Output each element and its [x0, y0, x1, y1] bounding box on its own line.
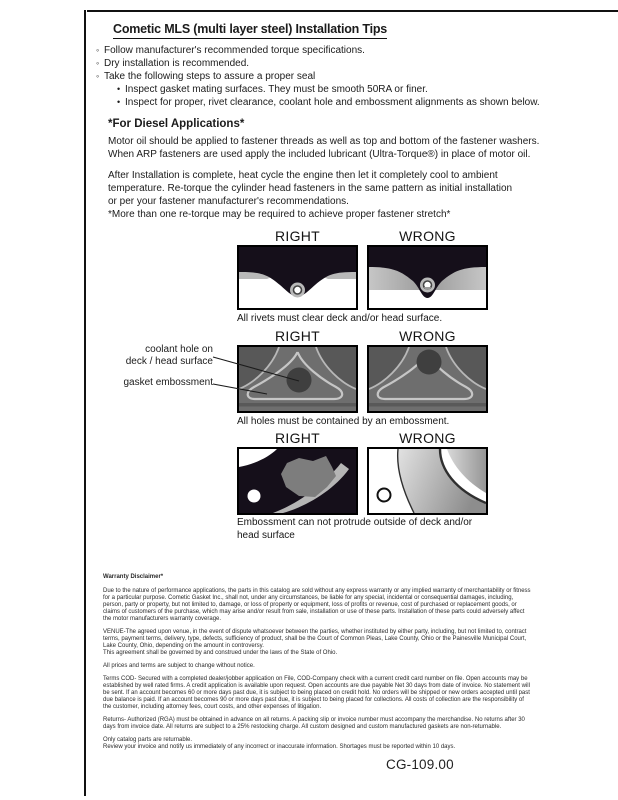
disclaimer-paragraph: Only catalog parts are returnable. — [103, 737, 193, 743]
diagram-embossment-wrong — [367, 345, 488, 413]
disclaimer-paragraph: Returns- Authorized (RGA) must be obtained in advance on all returns. A packing slip or invoice number must accompany the merchandise. No returns after 30 days from invoice date. All returns are subject to a 25% restocking charge. All custom designed and custom manufactured gaskets are non-returnable. — [103, 717, 525, 730]
paragraph-line: or per your fastener manufacturer's recommendations. — [108, 195, 349, 207]
open-bullet-icon: ◦ — [96, 58, 100, 68]
right-header-row1: RIGHT — [274, 228, 321, 244]
right-header-row3: RIGHT — [274, 430, 321, 446]
tip-text: Dry installation is recommended. — [104, 58, 250, 69]
document-number: CG-109.00 — [386, 757, 454, 772]
wrong-header-row2: WRONG — [399, 328, 456, 344]
diesel-paragraph-oil — [108, 136, 539, 162]
caption-row2: All holes must be contained by an embossment. — [237, 416, 450, 427]
list-item — [96, 70, 540, 83]
paragraph-line: After Installation is complete, heat cycle the engine then let it completely cool to ambient — [108, 170, 498, 181]
wrong-header-row3: WRONG — [399, 430, 456, 446]
installation-tips-list — [96, 44, 540, 109]
embossment-wrong-illustration — [369, 347, 486, 411]
tip-text: Follow manufacturer's recommended torque specifications. — [104, 45, 365, 56]
protrusion-wrong-illustration — [369, 449, 486, 513]
disclaimer-paragraph: This agreement shall be governed by and construed under the laws of the State of Ohio. — [103, 650, 338, 656]
diesel-section-heading: *For Diesel Applications* — [108, 118, 245, 130]
tip-text: Inspect gasket mating surfaces. They must be smooth 50RA or finer. — [125, 84, 428, 95]
list-item — [117, 83, 540, 96]
open-bullet-icon: ◦ — [96, 45, 100, 55]
page-border-top — [87, 10, 618, 12]
leader-line-gasket-embossment — [213, 384, 267, 394]
disclaimer-paragraph: All prices and terms are subject to change without notice. — [103, 663, 255, 669]
page-border-left — [84, 10, 86, 796]
page-title: Cometic MLS (multi layer steel) Installation Tips — [113, 22, 387, 39]
tip-text: Take the following steps to assure a proper seal — [104, 71, 316, 82]
right-header-row2: RIGHT — [274, 328, 321, 344]
coolant-hole-label — [95, 344, 213, 368]
list-item — [96, 44, 540, 57]
diagram-rivet-wrong — [367, 245, 488, 310]
gasket-embossment-label: gasket embossment — [123, 377, 213, 388]
paragraph-line: When ARP fasteners are used apply the included lubricant (Ultra-Torque®) in place of motor oil. — [108, 148, 531, 160]
list-item — [96, 57, 540, 70]
caption-row1: All rivets must clear deck and/or head surface. — [237, 313, 443, 324]
protrusion-right-illustration — [239, 449, 356, 513]
label-line: coolant hole on — [145, 344, 213, 355]
leader-lines — [212, 350, 304, 398]
wrong-header-row1: WRONG — [399, 228, 456, 244]
tip-text: Inspect for proper, rivet clearance, coolant hole and embossment alignments as shown below. — [125, 97, 540, 108]
leader-line-coolant-hole — [213, 357, 299, 381]
diagram-protrusion-wrong — [367, 447, 488, 515]
disclaimer-paragraph: Due to the nature of performance applications, the parts in this catalog are sold without any express warranty or any implied warranty of merchantability or fitness for a particular purpose. Cometic Gasket Inc., shall not, under any circumstances, be liable for any special, incidental or consequential damages, including, person, party or property, but not limited to, damage, or loss of property or equipment, loss of profits or revenue, cost of purchased or replacement goods, or claims of customers of the purchase, which may arise and/or result from sale, installation or use of these parts. Installation of these parts could adversely affect the motor manufacturers warranty coverage. — [103, 588, 531, 622]
warranty-disclaimer — [103, 574, 533, 757]
solid-bullet-icon: • — [117, 97, 121, 107]
disclaimer-paragraph: Terms COD- Secured with a completed dealer/jobber application on File, COD-Company check with a current credit card number on file. Open accounts may be established by well rated firms. A credit application is available upon request. Open accounts are due payable Net 30 days from date of invoice. No statement will be sent. If an account becomes 60 or more days past due, it is subject to being placed on credit hold. No orders will be shipped or new orders accepted until past due balance is paid. If an account becomes 90 or more days past due, it is subject to being placed for collections. All costs of collection are the responsibility of the customer, including attorney fees, court costs, and other expenses of litigation. — [103, 676, 530, 710]
retorque-note: *More than one re-torque may be required to achieve proper fastener stretch* — [108, 209, 451, 220]
caption-row3: Embossment can not protrude outside of deck and/or head surface — [237, 517, 473, 541]
open-bullet-icon: ◦ — [96, 71, 100, 81]
label-line: deck / head surface — [125, 356, 213, 367]
diagram-protrusion-right — [237, 447, 358, 515]
diagram-rivet-right — [237, 245, 358, 310]
paragraph-line: Motor oil should be applied to fastener threads as well as top and bottom of the fastener washers. — [108, 136, 540, 147]
solid-bullet-icon: • — [117, 84, 121, 94]
disclaimer-heading: Warranty Disclaimer* — [103, 574, 164, 580]
rivet-wrong-illustration — [369, 247, 486, 308]
paragraph-line: temperature. Re-torque the cylinder head fasteners in the same pattern as initial installation — [108, 182, 513, 194]
diesel-paragraph-retorque — [108, 170, 512, 208]
rivet-right-illustration — [239, 247, 356, 308]
disclaimer-paragraph: Review your invoice and notify us immediately of any incorrect or inaccurate information. Shortages must be reported within 10 days. — [103, 744, 456, 750]
list-item — [117, 96, 540, 109]
disclaimer-paragraph: VENUE-The agreed upon venue, in the event of dispute whatsoever between the parties, whether instituted by either party, including, but not limited to, contract terms, payment terms, delivery, type, defects, sufficiency of product, shall be the Court of Common Pleas, Lake County, Ohio or the Painesville Municipal Court, Lake County, Ohio, depending on the amount in controversy. — [103, 629, 527, 649]
